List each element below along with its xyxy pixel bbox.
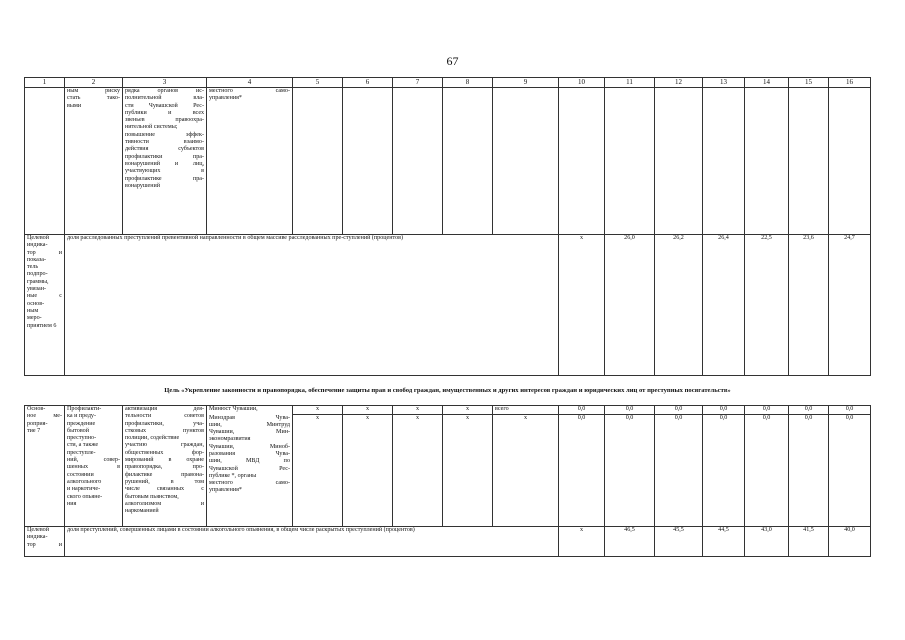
col-num: 10 <box>559 78 605 88</box>
cell <box>207 88 293 235</box>
cell-line: увязан- <box>27 286 47 293</box>
cell-line: приятием 6 <box>27 322 57 329</box>
cell-line: тель <box>27 264 39 271</box>
cell-line: ка и преду- <box>67 413 96 420</box>
col-num: 3 <box>123 78 207 88</box>
cell-line: профилактики, уча- <box>125 420 204 427</box>
value-cell: 24,7 <box>829 235 871 376</box>
cell-line: и наркотиче- <box>67 486 101 493</box>
activity-name-cell <box>65 406 123 527</box>
cell-line: Минздрав Чува- <box>209 414 290 421</box>
value-cell: 0,0 <box>745 406 789 415</box>
table-row <box>25 527 871 557</box>
cell-line: участвующих в <box>125 168 204 175</box>
cell-line: Целевой <box>27 527 49 533</box>
cell-line: общественных фор- <box>125 449 204 456</box>
cell-line: публике *, органы <box>209 472 257 479</box>
cell-line: действия субъектов <box>125 146 204 153</box>
value-cell: 40,0 <box>829 527 871 557</box>
cell <box>789 88 829 235</box>
cell-line: публики и всех <box>125 109 204 116</box>
cell-line: нительной системы; <box>125 124 178 131</box>
cell-line: состоянии <box>67 471 94 478</box>
col-num: 4 <box>207 78 293 88</box>
cell-line: ния <box>67 500 77 507</box>
cell-line: правопорядка, про- <box>125 464 204 471</box>
page-number: 67 <box>446 54 459 68</box>
indicator-label-cell <box>25 527 65 557</box>
cell-line: стать тако- <box>67 95 120 102</box>
cell: x <box>559 235 605 376</box>
cell-line: стковых пунктов <box>125 427 204 434</box>
funding-source-cell: всего <box>493 406 559 415</box>
value-cell: 0,0 <box>703 406 745 415</box>
cell-line: индика- <box>27 534 48 541</box>
cell <box>745 88 789 235</box>
cell-line: профилактики пра- <box>125 153 204 160</box>
cell-line: Основ- <box>27 406 46 412</box>
cell-line: меро- <box>27 315 42 322</box>
value-cell: 0,0 <box>703 415 745 527</box>
cell-line: Минюст Чувашии, <box>209 406 258 412</box>
cell-line: бытовым пьянством, <box>125 493 179 500</box>
value-cell: 22,5 <box>745 235 789 376</box>
col-num: 12 <box>655 78 703 88</box>
cell-line: тельности советов <box>125 413 204 420</box>
cell-line: вонарушений и лиц, <box>125 160 204 167</box>
cell-line: алкоголизмом и <box>125 500 204 507</box>
col-num: 13 <box>703 78 745 88</box>
cell-line: шии, МВД по <box>209 458 290 465</box>
cell-line: местного само- <box>209 480 290 487</box>
col-num: 5 <box>293 78 343 88</box>
cell: x <box>493 415 559 527</box>
cell-line: сти Чувашской Рес- <box>125 102 204 109</box>
cell-line: преступле- <box>67 449 96 456</box>
cell-line: преждение <box>67 420 96 427</box>
cell-line: числе связанных с <box>125 486 204 493</box>
goal-row <box>25 376 871 406</box>
cell <box>65 88 123 235</box>
table-row <box>25 406 871 415</box>
col-num: 16 <box>829 78 871 88</box>
cell-line: Чувашской Рес- <box>209 465 290 472</box>
cell-line: тор и <box>27 249 62 256</box>
cell <box>393 88 443 235</box>
cell-line: ным риску <box>67 88 120 94</box>
value-cell: 0,0 <box>655 406 703 415</box>
activity-label-cell <box>25 406 65 527</box>
cell: x <box>393 406 443 415</box>
col-num: 14 <box>745 78 789 88</box>
cell-line: подпро- <box>27 271 48 278</box>
value-cell: 45,5 <box>655 527 703 557</box>
indicator-description: доля преступлений, совершенных лицами в состоянии алкогольного опьянения, в общем числе раскрытых преступлений (процентов) <box>65 527 559 557</box>
cell <box>123 88 207 235</box>
value-cell: 46,5 <box>605 527 655 557</box>
cell-line: ний, совер- <box>67 457 120 464</box>
cell-line: ным <box>27 307 39 314</box>
activity-description-cell <box>123 406 207 527</box>
col-num: 15 <box>789 78 829 88</box>
value-cell: 0,0 <box>789 406 829 415</box>
cell: x <box>393 415 443 527</box>
cell-line: экономразвития <box>209 436 251 443</box>
cell-line: наркоманией <box>125 508 159 515</box>
cell-line: рядка органов ис- <box>125 88 204 94</box>
col-num: 6 <box>343 78 393 88</box>
cell-line: повышение эффек- <box>125 131 204 138</box>
cell-line: преступно- <box>67 435 97 442</box>
cell-line: граммы, <box>27 278 49 285</box>
col-num: 7 <box>393 78 443 88</box>
cell: x <box>343 406 393 415</box>
cell-line: мирований в охране <box>125 457 204 464</box>
value-cell: 43,0 <box>745 527 789 557</box>
cell-line: сти, а также <box>67 442 99 449</box>
value-cell: 41,5 <box>789 527 829 557</box>
indicator-label-cell <box>25 235 65 376</box>
cell <box>443 88 493 235</box>
value-cell: 26,2 <box>655 235 703 376</box>
value-cell: 0,0 <box>559 415 605 527</box>
cell-line: шии, Минтруд <box>209 421 290 428</box>
cell-line: Целевой <box>27 235 49 241</box>
responsible-cell <box>207 415 293 527</box>
cell-line: показа- <box>27 256 47 263</box>
cell: x <box>343 415 393 527</box>
cell <box>293 88 343 235</box>
table-row <box>25 88 871 235</box>
cell-line: ского опьяне- <box>67 493 103 500</box>
cell <box>207 406 293 415</box>
cell-line: тор и <box>27 541 62 548</box>
cell <box>493 88 559 235</box>
value-cell: 0,0 <box>559 406 605 415</box>
value-cell: 26,0 <box>605 235 655 376</box>
value-cell: 0,0 <box>655 415 703 527</box>
col-num: 11 <box>605 78 655 88</box>
col-num: 9 <box>493 78 559 88</box>
value-cell: 0,0 <box>605 415 655 527</box>
cell-line: рушений, в том <box>125 478 204 485</box>
cell <box>343 88 393 235</box>
value-cell: 0,0 <box>829 415 871 527</box>
value-cell: 44,5 <box>703 527 745 557</box>
cell <box>703 88 745 235</box>
cell: x <box>443 415 493 527</box>
cell-line: управления* <box>209 487 242 494</box>
value-cell: 26,4 <box>703 235 745 376</box>
cell-line: управления* <box>209 95 242 102</box>
cell-line: роприя- <box>27 420 48 427</box>
cell-line: участию граждан, <box>125 442 204 449</box>
cell-line: шенных в <box>67 464 120 471</box>
value-cell: 0,0 <box>789 415 829 527</box>
goal-heading: Цель «Укрепление законности и правопорядка, обеспечение защиты прав и свобод граждан, имущественных и других интересов граждан и юридических лиц от преступных посягательств» <box>25 376 871 406</box>
program-table <box>24 77 871 557</box>
cell-line: разования Чува- <box>209 450 290 457</box>
cell <box>655 88 703 235</box>
cell <box>559 88 605 235</box>
cell-line: филактике правона- <box>125 471 204 478</box>
cell <box>605 88 655 235</box>
col-num: 8 <box>443 78 493 88</box>
column-number-row <box>25 78 871 88</box>
cell: x <box>559 527 605 557</box>
cell <box>829 88 871 235</box>
cell-line: ные с <box>27 293 62 300</box>
cell-line: бытовой <box>67 427 89 434</box>
value-cell: 0,0 <box>605 406 655 415</box>
cell-line: индика- <box>27 242 48 249</box>
table-row <box>25 235 871 376</box>
col-num: 2 <box>65 78 123 88</box>
cell-line: Чувашии, Миноб- <box>209 443 290 450</box>
cell-line: алкогольного <box>67 478 102 485</box>
value-cell: 0,0 <box>745 415 789 527</box>
cell-line: Чувашии, Мин- <box>209 429 290 436</box>
cell-line: звеньев правоохра- <box>125 117 204 124</box>
cell-line: активизация дея- <box>125 406 204 412</box>
cell-line: вонарушений <box>125 182 161 189</box>
cell-line: полнительной вла- <box>125 95 204 102</box>
cell: x <box>293 415 343 527</box>
indicator-description: доля расследованных преступлений превентивной направленности в общем массиве расследованных пре-ступлений (процентов) <box>65 235 559 376</box>
cell-line: профилактике пра- <box>125 175 204 182</box>
cell <box>25 88 65 235</box>
cell-line: выми <box>67 102 82 109</box>
cell-line: полиции, содействие <box>125 435 180 442</box>
value-cell: 23,6 <box>789 235 829 376</box>
cell-line: тивности взаимо- <box>125 139 204 146</box>
col-num: 1 <box>25 78 65 88</box>
value-cell: 0,0 <box>829 406 871 415</box>
cell-line: ное ме- <box>27 413 62 420</box>
cell-line: Профилакти- <box>67 406 102 412</box>
cell-line: местного само- <box>209 88 290 94</box>
cell: x <box>443 406 493 415</box>
cell-line: основ- <box>27 300 45 307</box>
cell-line: тие 7 <box>27 427 41 434</box>
cell: x <box>293 406 343 415</box>
